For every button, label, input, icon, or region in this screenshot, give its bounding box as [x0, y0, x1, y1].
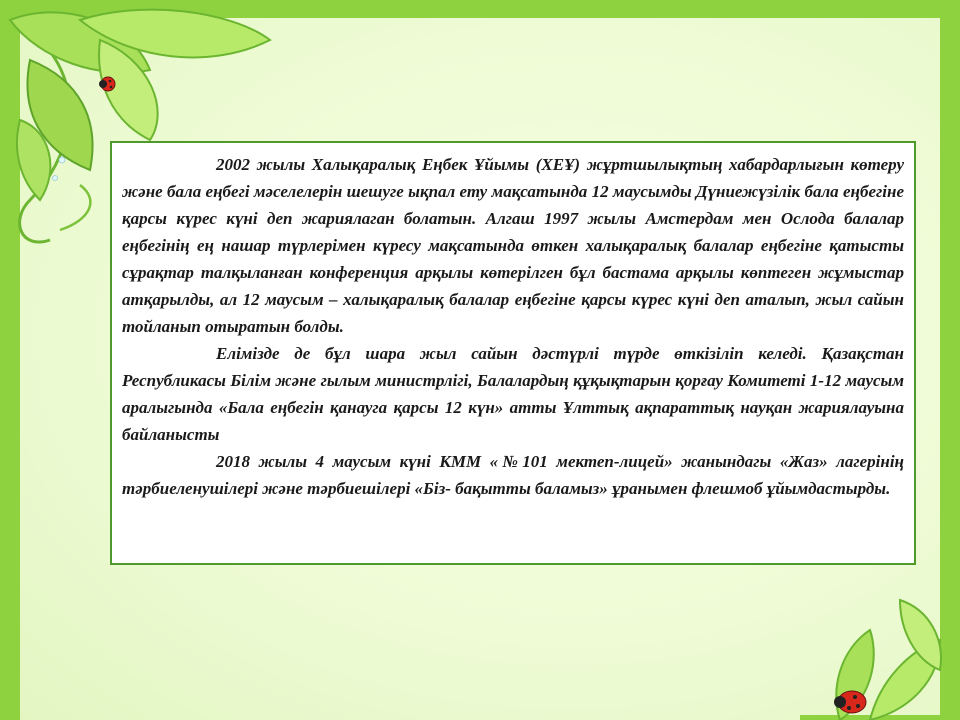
paragraph-3: 2018 жылы 4 маусым күні КММ «№101 мектеп-лицей» жанындагы «Жаз» лагерінің тәрбиеленушілері және тәрбиешілері «Біз- бақытты баламыз» ұранымен флешмоб ұйымдастырды.: [122, 452, 904, 498]
leaves-decoration-icon: [800, 590, 960, 720]
paragraph-2: Елімізде де бұл шара жыл сайын дәстүрлі түрде өткізіліп келеді. Қазақстан Республикасы Білім және гылым министрлігі, Балалардың құқықтарын қорғау Комитеті 1-12 маусым аралыгында «Бала еңбегін қанауга қарсы 12 күн» атты Ұлттық ақпараттық науқан жариялауына байланысты: [122, 344, 904, 444]
paragraph-1: 2002 жылы Халықаралық Еңбек Ұйымы (ХЕҰ) жұртшылықтың хабардарлығын көтеру және бала еңбегі мәселелерін шешуге ықпал ету мақсатында 12 маусымды Дүниежүзілік бала еңбегіне қарсы күрес күні деп жариялаган болатын. Алгаш 1997 жылы Амстердам мен Ослода балалар еңбегінің ең нашар түрлерімен күресу мақсатында өткен халықаралық балалар еңбегіне қатысты сұрақтар талқыланған конференция арқылы көтерілген бұл бастама арқылы көптеген жұмыстар атқарылды, ал 12 маусым – халықаралық балалар еңбегіне қарсы күрес күні деп аталып, жыл сайын тойланып отыратын болды.: [122, 155, 904, 336]
text-box: [110, 141, 916, 565]
